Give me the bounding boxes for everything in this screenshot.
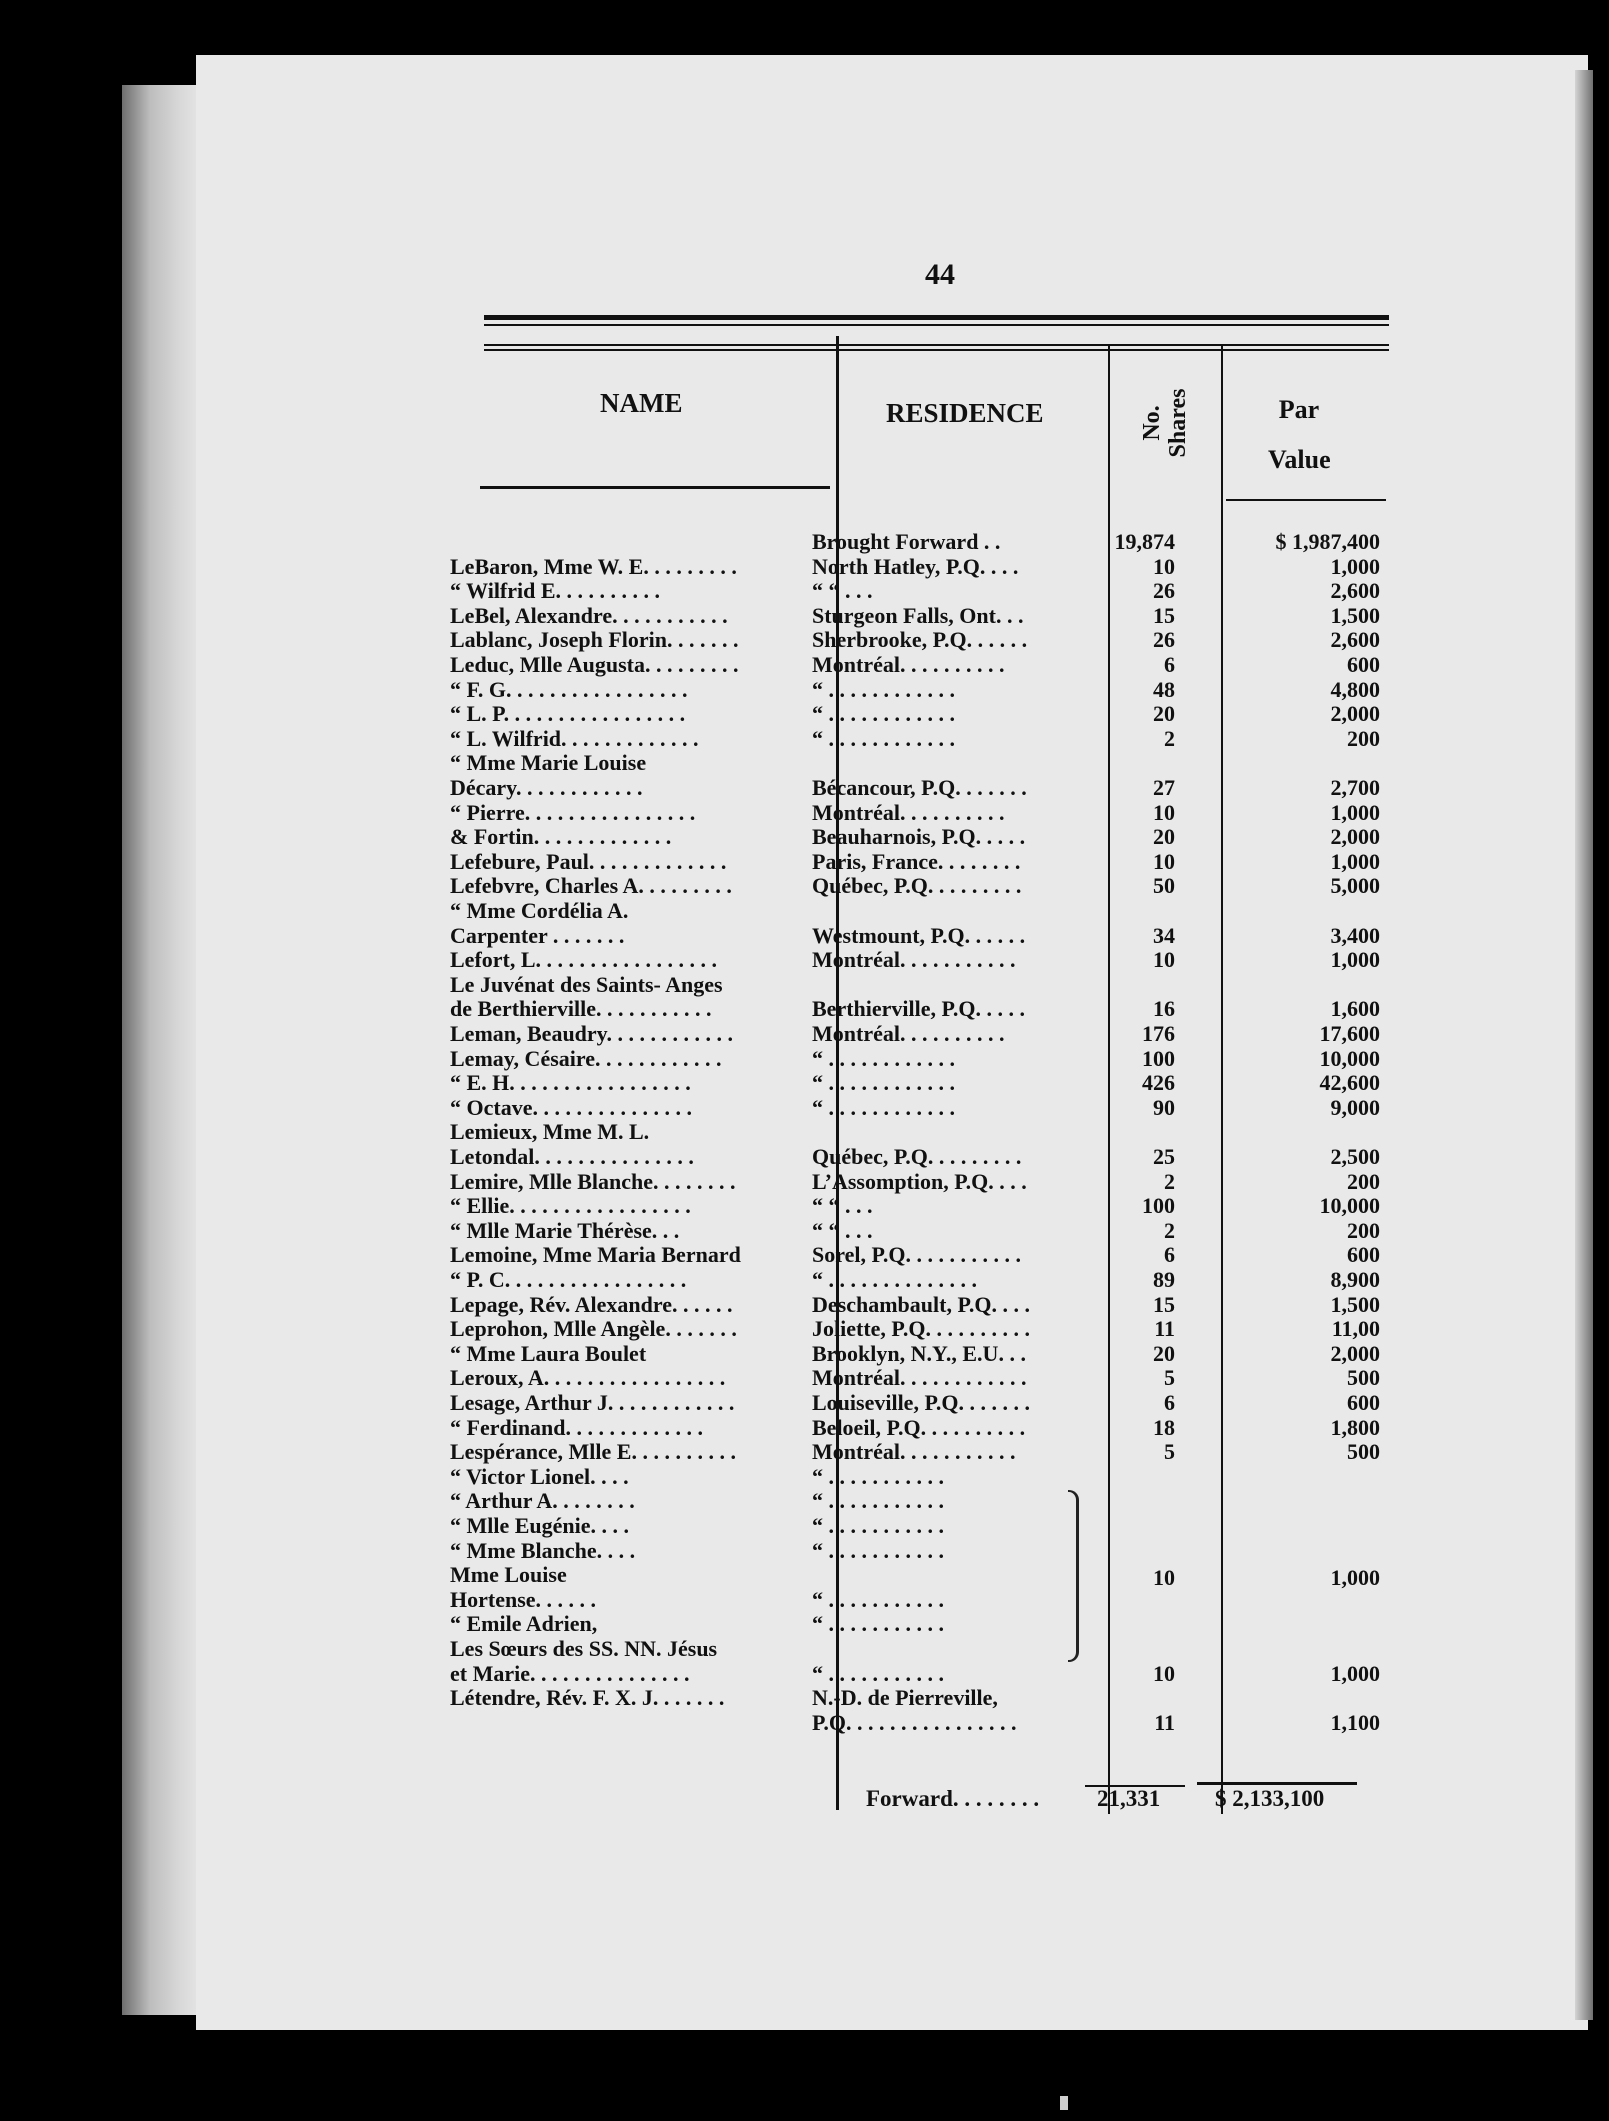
entry-name: Leman, Beaudry. . . . . . . . . . . . <box>450 1021 733 1046</box>
entry-residence: North Hatley, P.Q. . . . <box>812 553 1019 579</box>
entry-name: Leroux, A. . . . . . . . . . . . . . . . . <box>450 1365 726 1391</box>
group-total-shares: 10 <box>1153 1565 1175 1590</box>
entry-name: “ Mme Blanche. . . . <box>450 1537 636 1563</box>
entry-shares: 10 <box>1153 947 1175 973</box>
entry-shares: 19,874 <box>1114 529 1175 554</box>
entry-name: Lesage, Arthur J. . . . . . . . . . . . <box>450 1390 735 1415</box>
entry-residence: Montréal. . . . . . . . . . <box>812 1021 1005 1046</box>
entry-par-value: 500 <box>1347 1439 1380 1465</box>
entry-shares: 25 <box>1153 1144 1175 1169</box>
entry-residence: “ . . . . . . . . . . . . . . <box>812 1267 977 1292</box>
entry-residence: Brooklyn, N.Y., E.U. . . <box>812 1340 1026 1366</box>
entry-par-value: 1,800 <box>1330 1414 1380 1440</box>
entry-residence: Beloeil, P.Q. . . . . . . . . . <box>812 1414 1026 1440</box>
entry-residence: Sturgeon Falls, Ont. . . <box>812 602 1024 628</box>
entry-name: “ Mme Laura Boulet <box>450 1340 647 1366</box>
forward-shares: 21,331 <box>1097 1786 1161 1811</box>
entry-name: “ P. C. . . . . . . . . . . . . . . . . <box>450 1267 687 1292</box>
entry-shares: 10 <box>1153 553 1175 579</box>
entry-residence: “ “ . . . <box>812 578 873 604</box>
entry-name: “ L. P. . . . . . . . . . . . . . . . . <box>450 701 686 727</box>
entry-shares: 6 <box>1164 1242 1175 1268</box>
entry-name: Lemoine, Mme Maria Bernard <box>450 1242 741 1268</box>
entry-name: Lefort, L. . . . . . . . . . . . . . . . . <box>450 947 718 973</box>
entry-residence: Joliette, P.Q. . . . . . . . . . <box>812 1316 1030 1342</box>
entry-shares: 2 <box>1164 725 1175 751</box>
entry-shares: 6 <box>1164 652 1175 677</box>
entry-residence: “ . . . . . . . . . . . <box>812 1513 944 1538</box>
entry-name: Lefebvre, Charles A. . . . . . . . . <box>450 873 732 899</box>
entry-residence: “ . . . . . . . . . . . . <box>812 1045 955 1071</box>
entry-par-value: 5,000 <box>1330 873 1380 899</box>
entry-par-value: 1,000 <box>1330 553 1380 579</box>
entry-residence: “ . . . . . . . . . . . . <box>812 701 955 727</box>
entry-name: et Marie. . . . . . . . . . . . . . . <box>450 1660 690 1686</box>
entry-residence: “ . . . . . . . . . . . <box>812 1611 944 1637</box>
entry-par-value: 17,600 <box>1319 1021 1380 1046</box>
entry-residence: Brought Forward . . <box>812 529 1001 554</box>
entry-name: Mme Louise <box>450 1562 567 1588</box>
entry-shares: 16 <box>1153 996 1175 1022</box>
entry-shares: 426 <box>1142 1070 1175 1096</box>
entry-par-value: 1,500 <box>1330 602 1380 628</box>
entry-par-value: 2,700 <box>1330 775 1380 800</box>
entry-par-value: 600 <box>1347 1390 1380 1415</box>
entry-par-value: 200 <box>1347 1217 1380 1243</box>
entry-par-value: $ 1,987,400 <box>1275 529 1380 554</box>
entry-shares: 26 <box>1153 627 1175 653</box>
entry-shares: 15 <box>1153 1291 1175 1317</box>
entry-name: Le Juvénat des Saints- Anges <box>450 971 723 997</box>
entry-name: “ Pierre. . . . . . . . . . . . . . . . <box>450 799 696 825</box>
entry-name: Lablanc, Joseph Florin. . . . . . . <box>450 627 739 653</box>
entry-name: “ Arthur A. . . . . . . . <box>450 1488 635 1514</box>
entry-residence: Bécancour, P.Q. . . . . . . <box>812 775 1027 800</box>
entry-residence: Sherbrooke, P.Q. . . . . . <box>812 627 1028 653</box>
left-page-stack <box>122 85 202 2015</box>
group-total-par: 1,000 <box>1330 1565 1380 1590</box>
top-rule-thin <box>484 324 1389 326</box>
entry-par-value: 42,600 <box>1319 1070 1380 1096</box>
entry-par-value: 3,400 <box>1330 922 1380 948</box>
entry-residence: Beauharnois, P.Q. . . . . <box>812 824 1026 850</box>
entry-residence: Montréal. . . . . . . . . . <box>812 652 1005 677</box>
entry-name: Lefebure, Paul. . . . . . . . . . . . . <box>450 848 727 874</box>
entry-par-value: 9,000 <box>1330 1094 1380 1120</box>
entry-shares: 10 <box>1153 1660 1175 1686</box>
entry-par-value: 600 <box>1347 652 1380 677</box>
entry-name: Leduc, Mlle Augusta. . . . . . . . . <box>450 652 739 677</box>
entry-shares: 20 <box>1153 824 1175 850</box>
entry-residence: Sorel, P.Q. . . . . . . . . . . <box>812 1242 1022 1268</box>
entry-name: Lepage, Rév. Alexandre. . . . . . <box>450 1291 733 1317</box>
entry-par-value: 11,00 <box>1331 1316 1380 1342</box>
page-number: 44 <box>925 258 955 291</box>
entry-shares: 100 <box>1142 1045 1175 1071</box>
entry-shares: 6 <box>1164 1390 1175 1415</box>
entry-name: Lespérance, Mlle E. . . . . . . . . . <box>450 1439 736 1465</box>
header-par-value <box>1268 385 1330 485</box>
entry-residence: Westmount, P.Q. . . . . . <box>812 922 1026 948</box>
entry-residence: Québec, P.Q. . . . . . . . . <box>812 873 1022 899</box>
entry-residence: “ . . . . . . . . . . . <box>812 1660 944 1686</box>
entry-name: “ Mlle Eugénie. . . . <box>450 1513 630 1538</box>
entry-residence: N.-D. de Pierreville, <box>812 1685 998 1711</box>
entry-shares: 48 <box>1153 676 1175 702</box>
entry-residence: Berthierville, P.Q. . . . . <box>812 996 1026 1022</box>
entry-shares: 34 <box>1153 922 1175 948</box>
entry-shares: 27 <box>1153 775 1175 800</box>
entry-name: Décary. . . . . . . . . . . . <box>450 775 643 800</box>
entry-residence: “ . . . . . . . . . . . <box>812 1488 944 1514</box>
entry-name: Letondal. . . . . . . . . . . . . . . <box>450 1144 694 1169</box>
header-residence: RESIDENCE <box>886 398 1044 428</box>
entry-name: Carpenter . . . . . . . <box>450 922 625 948</box>
entry-shares: 11 <box>1154 1316 1175 1342</box>
entry-residence: “ . . . . . . . . . . . <box>812 1586 944 1612</box>
entry-shares: 18 <box>1153 1414 1175 1440</box>
entry-name: de Berthierville. . . . . . . . . . . <box>450 996 712 1022</box>
entry-residence: Louiseville, P.Q. . . . . . . <box>812 1390 1030 1415</box>
top-rule-bottom <box>484 349 1389 351</box>
entry-residence: Québec, P.Q. . . . . . . . . <box>812 1144 1022 1169</box>
entry-residence: Montréal. . . . . . . . . . . . <box>812 1365 1027 1391</box>
entry-shares: 26 <box>1153 578 1175 604</box>
entry-par-value: 1,100 <box>1330 1709 1380 1735</box>
entry-name: LeBel, Alexandre. . . . . . . . . . . <box>450 602 728 628</box>
entry-residence: “ . . . . . . . . . . . . <box>812 725 955 751</box>
entry-par-value: 1,000 <box>1330 1660 1380 1686</box>
header-name: NAME <box>600 388 683 418</box>
entry-residence: “ “ . . . <box>812 1217 873 1243</box>
header-rule <box>480 486 830 489</box>
entry-par-value: 2,000 <box>1330 824 1380 850</box>
entry-name: Lemire, Mlle Blanche. . . . . . . . <box>450 1168 736 1194</box>
entry-par-value: 200 <box>1347 1168 1380 1194</box>
group-brace <box>1068 1490 1079 1662</box>
entry-name: Lemay, Césaire. . . . . . . . . . . . <box>450 1045 722 1071</box>
entry-name: “ L. Wilfrid. . . . . . . . . . . . . <box>450 725 699 751</box>
total-rule-par <box>1197 1782 1357 1785</box>
entry-shares: 20 <box>1153 701 1175 727</box>
entry-residence: “ . . . . . . . . . . . . <box>812 1070 955 1096</box>
entry-residence: “ . . . . . . . . . . . . <box>812 676 955 702</box>
entry-name: “ Mme Cordélia A. <box>450 898 629 923</box>
entry-par-value: 1,000 <box>1330 799 1380 825</box>
entry-par-value: 10,000 <box>1319 1193 1380 1219</box>
entry-name: “ Victor Lionel. . . . <box>450 1463 629 1489</box>
right-page-edge <box>1575 70 1593 2020</box>
entry-par-value: 2,000 <box>1330 1340 1380 1366</box>
entry-name: Leprohon, Mlle Angèle. . . . . . . <box>450 1316 737 1342</box>
entry-residence: P.Q. . . . . . . . . . . . . . . . <box>812 1709 1017 1735</box>
entry-shares: 90 <box>1153 1094 1175 1120</box>
entry-par-value: 2,600 <box>1330 627 1380 653</box>
entry-par-value: 2,000 <box>1330 701 1380 727</box>
entry-shares: 100 <box>1142 1193 1175 1219</box>
forward-par: $ 2,133,100 <box>1215 1786 1325 1811</box>
entry-par-value: 2,500 <box>1330 1144 1380 1169</box>
entry-shares: 10 <box>1153 799 1175 825</box>
entry-shares: 89 <box>1153 1267 1175 1292</box>
entry-par-value: 600 <box>1347 1242 1380 1268</box>
entry-name: “ Ferdinand. . . . . . . . . . . . . <box>450 1414 704 1440</box>
entry-residence: Deschambault, P.Q. . . . <box>812 1291 1030 1317</box>
entry-par-value: 1,500 <box>1330 1291 1380 1317</box>
top-rule-third <box>484 344 1389 346</box>
entry-residence: Montréal. . . . . . . . . . . <box>812 947 1016 973</box>
entry-residence: “ . . . . . . . . . . . <box>812 1463 944 1489</box>
entry-shares: 2 <box>1164 1217 1175 1243</box>
entry-shares: 20 <box>1153 1340 1175 1366</box>
entry-name: “ Ellie. . . . . . . . . . . . . . . . . <box>450 1193 691 1219</box>
entry-name: Les Sœurs des SS. NN. Jésus <box>450 1636 718 1661</box>
header-shares-line2: Shares <box>1165 388 1191 458</box>
entry-name: & Fortin. . . . . . . . . . . . . <box>450 824 672 850</box>
entry-name: “ Mme Marie Louise <box>450 750 647 776</box>
entry-par-value: 8,900 <box>1330 1267 1380 1292</box>
entry-name: “ Emile Adrien, <box>450 1611 598 1637</box>
entry-name: LeBaron, Mme W. E. . . . . . . . . <box>450 553 737 579</box>
entry-residence: “ . . . . . . . . . . . <box>812 1537 944 1563</box>
entry-par-value: 1,000 <box>1330 848 1380 874</box>
entry-name: “ Octave. . . . . . . . . . . . . . . <box>450 1094 692 1120</box>
entry-shares: 10 <box>1153 848 1175 874</box>
entry-par-value: 200 <box>1347 725 1380 751</box>
header-par-line2: Value <box>1268 445 1331 474</box>
entry-residence: “ “ . . . <box>812 1193 873 1219</box>
entry-par-value: 1,600 <box>1330 996 1380 1022</box>
header-shares-line1: No. <box>1139 405 1165 441</box>
header-rule-right <box>1226 499 1386 501</box>
entry-par-value: 10,000 <box>1319 1045 1380 1071</box>
entry-name: Létendre, Rév. F. X. J. . . . . . . <box>450 1685 725 1711</box>
entry-shares: 176 <box>1142 1021 1175 1046</box>
entry-name: “ F. G. . . . . . . . . . . . . . . . . <box>450 676 688 702</box>
entry-residence: Paris, France. . . . . . . . <box>812 848 1021 874</box>
entry-name: “ Mlle Marie Thérèse. . . <box>450 1217 680 1243</box>
entry-residence: Montréal. . . . . . . . . . . <box>812 1439 1016 1465</box>
entry-shares: 5 <box>1164 1439 1175 1465</box>
entry-shares: 5 <box>1164 1365 1175 1391</box>
entry-par-value: 4,800 <box>1330 676 1380 702</box>
header-shares <box>1120 378 1210 468</box>
entry-par-value: 500 <box>1347 1365 1380 1391</box>
scan-mark <box>1060 2096 1068 2110</box>
forward-label: Forward. . . . . . . . <box>866 1786 1040 1811</box>
entry-residence: “ . . . . . . . . . . . . <box>812 1094 955 1120</box>
entry-residence: L’Assomption, P.Q. . . . <box>812 1168 1027 1194</box>
entry-shares: 50 <box>1153 873 1175 899</box>
entry-name: Hortense. . . . . . <box>450 1586 597 1612</box>
entry-shares: 15 <box>1153 602 1175 628</box>
entry-name: Lemieux, Mme M. L. <box>450 1119 650 1145</box>
top-rule-thick <box>484 315 1389 320</box>
entry-name: “ E. H. . . . . . . . . . . . . . . . . <box>450 1070 691 1096</box>
entry-shares: 2 <box>1164 1168 1175 1194</box>
entry-par-value: 2,600 <box>1330 578 1380 604</box>
header-par-line1: Par <box>1278 395 1320 424</box>
entry-name: “ Wilfrid E. . . . . . . . . . <box>450 578 661 604</box>
entry-par-value: 1,000 <box>1330 947 1380 973</box>
entry-residence: Montréal. . . . . . . . . . <box>812 799 1005 825</box>
entry-shares: 11 <box>1154 1709 1175 1735</box>
